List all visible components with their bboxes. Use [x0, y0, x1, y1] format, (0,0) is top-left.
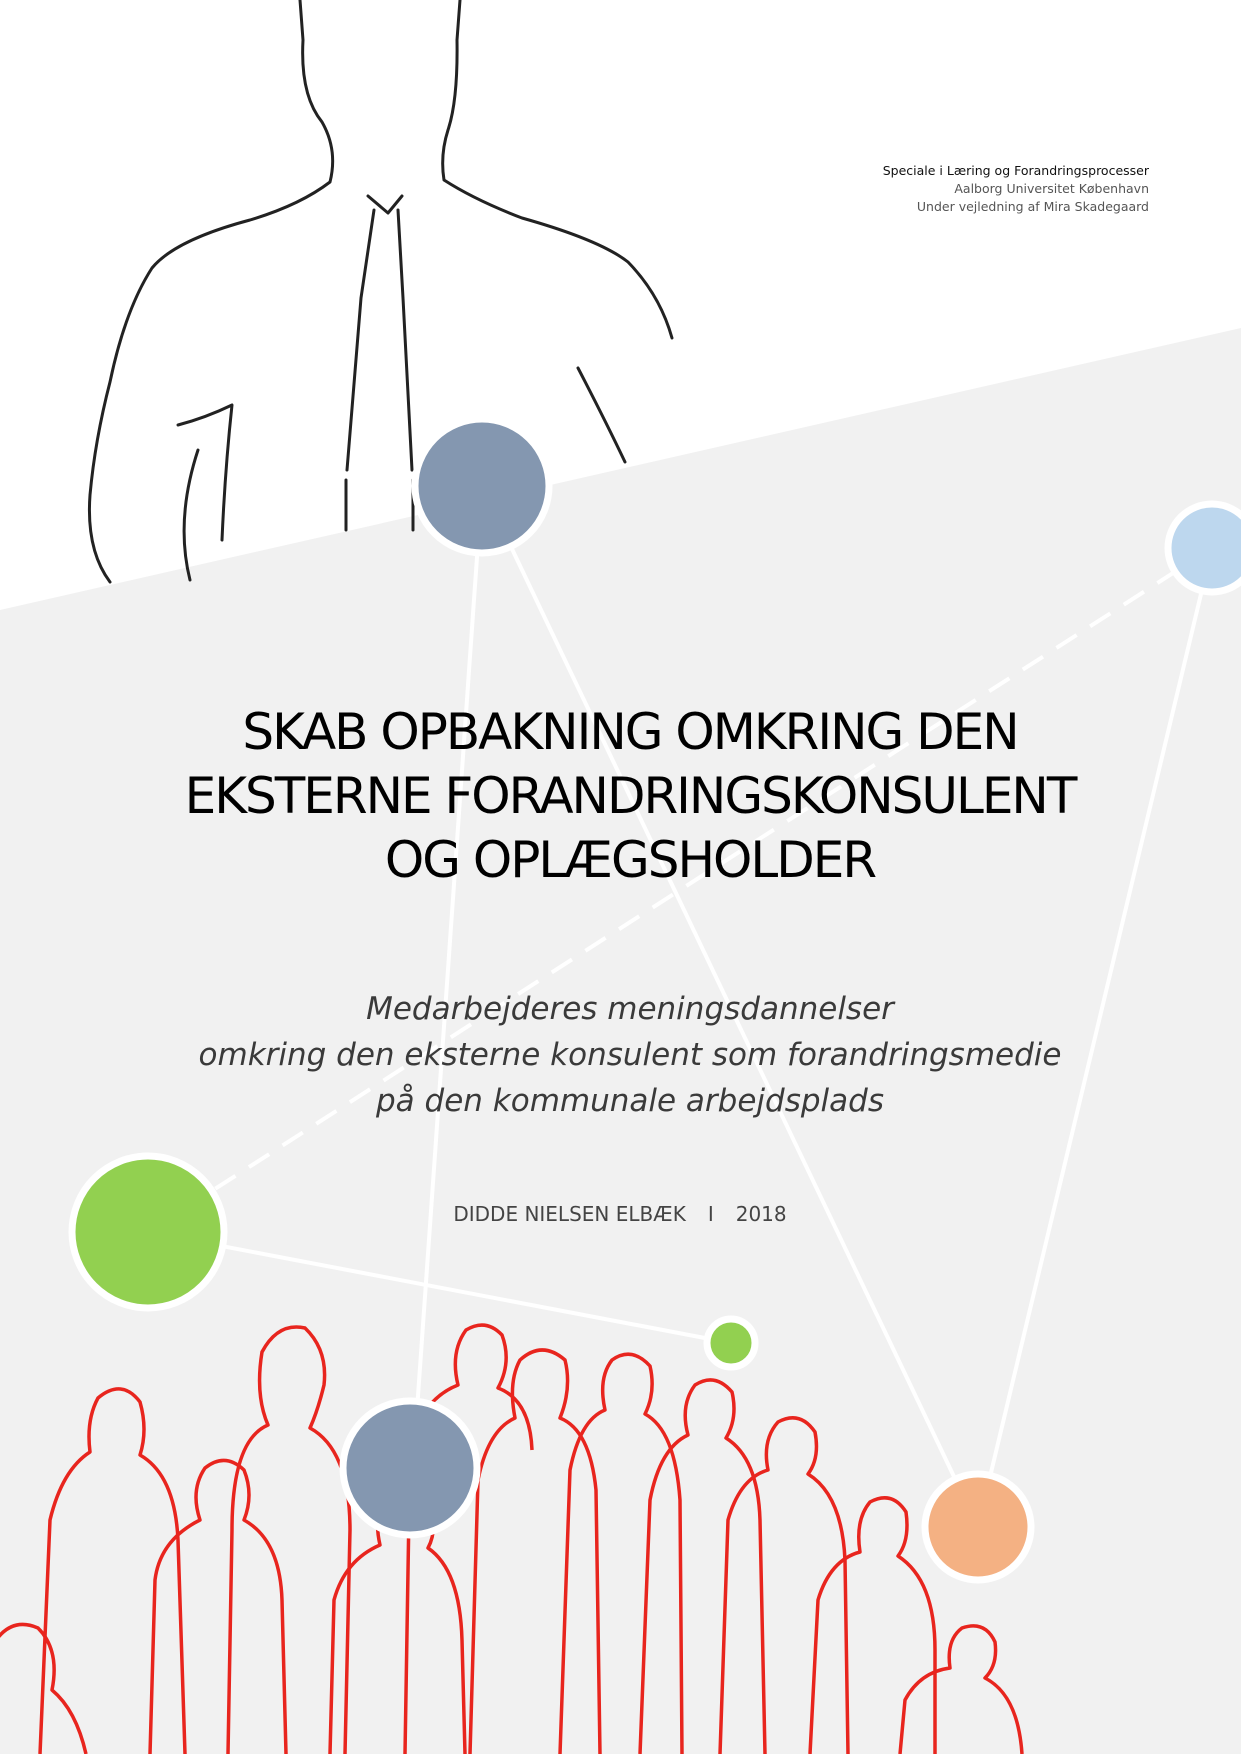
node-circle-slate-top: [415, 419, 549, 553]
thesis-info: [883, 162, 1149, 216]
title-line-2: EKSTERNE FORANDRINGSKONSULENT: [184, 767, 1076, 825]
subtitle-line-2: omkring den eksterne konsulent som forandringsmedie: [198, 1037, 1062, 1073]
author-byline: [390, 1202, 850, 1226]
node-circle-slate-bottom: [343, 1401, 477, 1535]
node-circle-green-small: [707, 1319, 755, 1367]
author-name: DIDDE NIELSEN ELBÆK: [453, 1202, 686, 1226]
document-subtitle: [100, 986, 1160, 1124]
title-line-1: SKAB OPBAKNING OMKRING DEN: [242, 703, 1018, 761]
subtitle-line-1: Medarbejderes meningsdannelser: [366, 991, 894, 1027]
university-name: Aalborg Universitet København: [954, 181, 1149, 196]
node-circle-light-blue: [1168, 504, 1241, 592]
thesis-program: Speciale i Læring og Forandringsprocesser: [882, 163, 1149, 178]
supervisor-line: Under vejledning af Mira Skadegaard: [916, 199, 1149, 214]
publication-year: 2018: [735, 1202, 787, 1226]
title-line-3: OG OPLÆGSHOLDER: [384, 831, 876, 889]
document-title: [120, 700, 1140, 892]
node-circle-orange: [925, 1474, 1031, 1580]
byline-separator: I: [707, 1202, 714, 1226]
node-circle-green-large: [72, 1156, 224, 1308]
subtitle-line-3: på den kommunale arbejdsplads: [376, 1083, 884, 1119]
